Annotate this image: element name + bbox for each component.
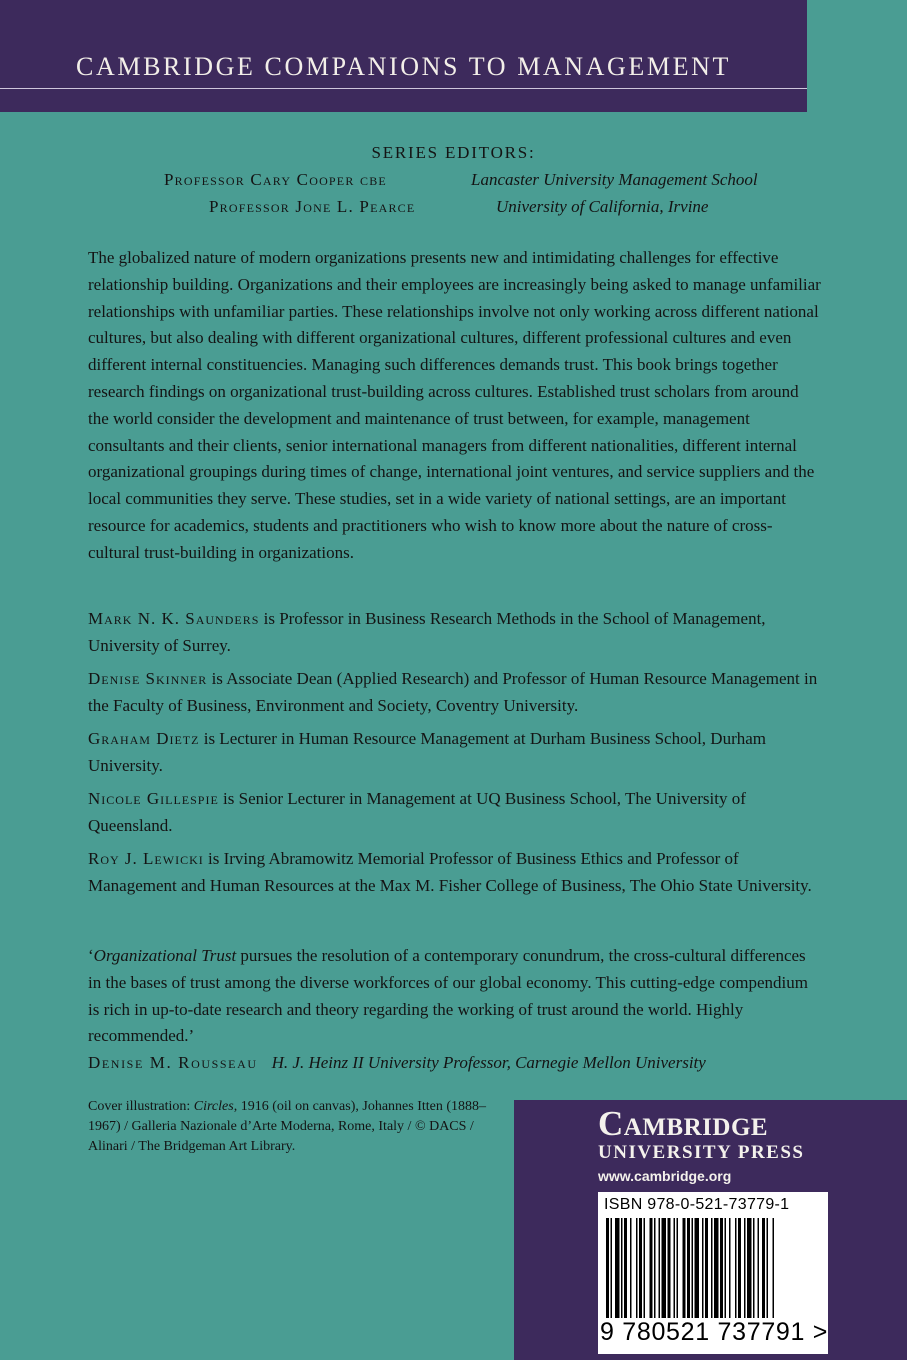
book-description: The globalized nature of modern organizations presents new and intimidating challenges for effective relationship building. Organizations and their employees are increasingly being asked to manage unfamiliar relationships with unfamiliar parties. These relationships involve not only working across different national cultures, but also dealing with different organizational cultures, different professional cultures and even different internal constituencies. Managing such differences demands trust. This book brings together research findings on organizational trust-building across cultures. Established trust scholars from around the world consider the development and maintenance of trust between, for example, management consultants and their clients, senior international managers from different nationalities, different internal organizational groupings during times of change, international joint ventures, and service suppliers and the local communities they serve. These studies, set in a wide variety of national settings, are an important resource for academics, students and practitioners who wish to know more about the nature of cross-cultural trust-building in organizations.: [88, 248, 821, 562]
author-name: Roy J. Lewicki: [88, 849, 204, 869]
author-bio: [88, 726, 823, 780]
author-bio-text: is Associate Dean (Applied Research) and Professor of Human Resource Management in the Faculty of Business, Environment and Society, Coventry University.: [88, 669, 818, 715]
endorsement-attribution: [88, 1050, 823, 1077]
series-editors: [0, 139, 907, 220]
endorser-role: H. J. Heinz II University Professor, Carnegie Mellon University: [271, 1053, 706, 1073]
editor-institution: Lancaster University Management School: [471, 170, 758, 189]
editor-row-pearce: [0, 193, 907, 220]
credit-details: , 1916 (oil on canvas), Johannes Itten (1888–1967) / Galleria Nazionale d’Arte Moderna, Rome, Italy / © DACS / Alinari / The Bridgeman Art Library.: [88, 1099, 487, 1154]
author-name: Mark N. K. Saunders: [88, 609, 260, 628]
author-bios: [88, 606, 823, 906]
publisher-press: UNIVERSITY PRESS: [598, 1142, 805, 1163]
quote-mark: ‘: [88, 946, 94, 965]
publisher-url: www.cambridge.org: [598, 1168, 732, 1184]
publisher-logo: Cambridge: [598, 1104, 769, 1143]
series-rule: [0, 88, 807, 89]
author-name: Graham Dietz: [88, 729, 200, 749]
author-bio-text: is Senior Lecturer in Management at UQ Business School, The University of Queensland.: [88, 789, 746, 836]
author-bio-text: is Irving Abramowitz Memorial Professor of Business Ethics and Professor of Management and Human Resources at the Max M. Fisher College of Business, The Ohio State University.: [88, 849, 812, 896]
author-bio: [88, 606, 823, 660]
author-bio: [88, 666, 823, 720]
endorsement-text: [88, 943, 823, 1050]
credit-work-title: Circles: [193, 1099, 234, 1114]
author-name: Denise Skinner: [88, 669, 208, 689]
editor-name: Professor Jone L. Pearce: [209, 197, 416, 216]
endorsement-body: pursues the resolution of a contemporary conundrum, the cross-cultural differences in the bases of trust among the diverse workforces of our global economy. This cutting-edge compendium is rich in up-to-date research and theory regarding the working of trust around the world. Highly recommended.’: [88, 946, 808, 1046]
author-name: Nicole Gillespie: [88, 789, 219, 809]
ean-digits: 9 780521 737791 >: [600, 1318, 829, 1346]
series-title: CAMBRIDGE COMPANIONS TO MANAGEMENT: [76, 52, 731, 81]
isbn: ISBN 978-0-521-73779-1: [604, 1196, 790, 1213]
barcode-bars: [606, 1218, 820, 1318]
author-bio-text: is Professor in Business Research Methods in the School of Management, University of Surrey.: [88, 609, 766, 655]
credit-prefix: Cover illustration:: [88, 1099, 194, 1114]
endorsement: [88, 943, 823, 1077]
endorser-name: Denise M. Rousseau: [88, 1053, 258, 1073]
editor-name: Professor Cary Cooper cbe: [164, 170, 387, 189]
cover-credit: [88, 1097, 498, 1157]
editor-institution: University of California, Irvine: [496, 197, 709, 216]
barcode: [598, 1192, 828, 1354]
publisher-panel: [514, 1100, 907, 1360]
series-editors-heading: SERIES EDITORS:: [371, 143, 536, 162]
barcode-bars-graphic: [606, 1218, 820, 1318]
author-bio: [88, 786, 823, 840]
book-title: Organizational Trust: [93, 946, 237, 965]
author-bio-text: is Lecturer in Human Resource Management at Durham Business School, Durham University.: [88, 729, 766, 775]
author-bio: [88, 846, 823, 900]
editor-row-cooper: [0, 166, 907, 193]
